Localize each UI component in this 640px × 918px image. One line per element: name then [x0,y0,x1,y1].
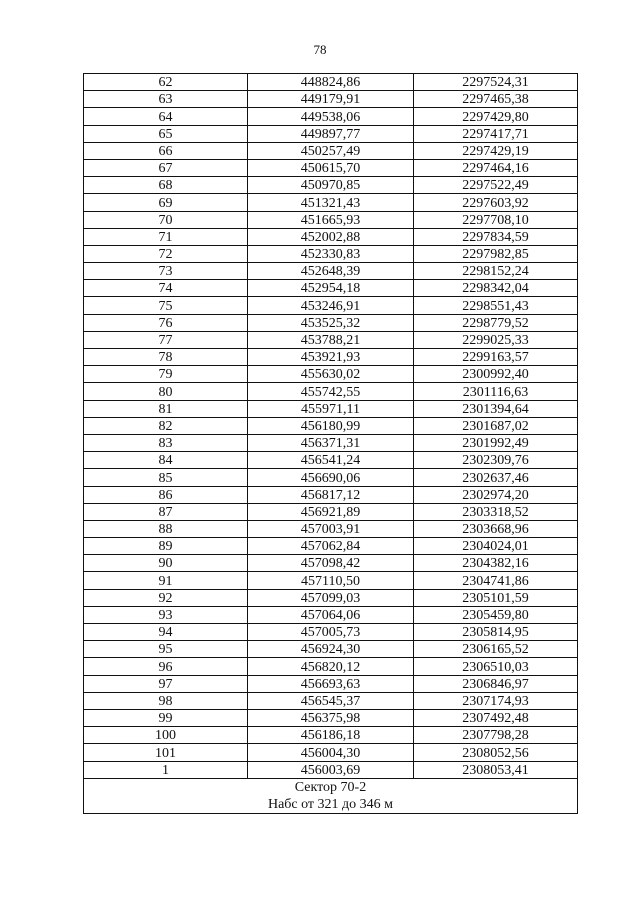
table-row [84,572,578,589]
point-number-cell: 63 [84,91,248,108]
table-row [84,709,578,726]
y-coordinate-cell: 2297524,31 [414,74,578,91]
x-coordinate-cell: 455742,55 [248,383,414,400]
x-coordinate-cell: 456921,89 [248,503,414,520]
table-row [84,228,578,245]
x-coordinate-cell: 455971,11 [248,400,414,417]
point-number-cell: 1 [84,761,248,778]
table-row [84,297,578,314]
y-coordinate-cell: 2299025,33 [414,331,578,348]
y-coordinate-cell: 2303318,52 [414,503,578,520]
x-coordinate-cell: 449538,06 [248,108,414,125]
y-coordinate-cell: 2297417,71 [414,125,578,142]
y-coordinate-cell: 2301394,64 [414,400,578,417]
y-coordinate-cell: 2297429,19 [414,142,578,159]
point-number-cell: 96 [84,658,248,675]
x-coordinate-cell: 457064,06 [248,606,414,623]
y-coordinate-cell: 2307798,28 [414,727,578,744]
x-coordinate-cell: 456003,69 [248,761,414,778]
y-coordinate-cell: 2297522,49 [414,177,578,194]
point-number-cell: 72 [84,245,248,262]
point-number-cell: 76 [84,314,248,331]
x-coordinate-cell: 456924,30 [248,641,414,658]
point-number-cell: 75 [84,297,248,314]
table-row [84,761,578,778]
table-row [84,555,578,572]
y-coordinate-cell: 2297708,10 [414,211,578,228]
table-row [84,727,578,744]
point-number-cell: 67 [84,159,248,176]
height-range-label: Набс от 321 до 346 м [267,796,394,812]
table-row [84,211,578,228]
table-row [84,641,578,658]
point-number-cell: 68 [84,177,248,194]
table-row [84,91,578,108]
table-row [84,452,578,469]
table-row [84,177,578,194]
x-coordinate-cell: 456375,98 [248,709,414,726]
x-coordinate-cell: 450615,70 [248,159,414,176]
table-row [84,194,578,211]
table-row [84,486,578,503]
x-coordinate-cell: 453788,21 [248,331,414,348]
table-row [84,74,578,91]
point-number-cell: 71 [84,228,248,245]
point-number-cell: 82 [84,417,248,434]
y-coordinate-cell: 2298152,24 [414,263,578,280]
point-number-cell: 91 [84,572,248,589]
x-coordinate-cell: 448824,86 [248,74,414,91]
y-coordinate-cell: 2302974,20 [414,486,578,503]
y-coordinate-cell: 2297603,92 [414,194,578,211]
point-number-cell: 62 [84,74,248,91]
x-coordinate-cell: 456186,18 [248,727,414,744]
table-row [84,366,578,383]
point-number-cell: 80 [84,383,248,400]
x-coordinate-cell: 456817,12 [248,486,414,503]
y-coordinate-cell: 2305101,59 [414,589,578,606]
table-row [84,606,578,623]
x-coordinate-cell: 453246,91 [248,297,414,314]
x-coordinate-cell: 450257,49 [248,142,414,159]
point-number-cell: 100 [84,727,248,744]
point-number-cell: 70 [84,211,248,228]
point-number-cell: 74 [84,280,248,297]
point-number-cell: 97 [84,675,248,692]
point-number-cell: 101 [84,744,248,761]
point-number-cell: 86 [84,486,248,503]
y-coordinate-cell: 2297464,16 [414,159,578,176]
point-number-cell: 79 [84,366,248,383]
table-row [84,503,578,520]
point-number-cell: 77 [84,331,248,348]
table-row [84,349,578,366]
coordinates-table [83,73,578,814]
table-row [84,125,578,142]
table-row [84,658,578,675]
y-coordinate-cell: 2308053,41 [414,761,578,778]
y-coordinate-cell: 2301116,63 [414,383,578,400]
table-row [84,263,578,280]
y-coordinate-cell: 2298342,04 [414,280,578,297]
y-coordinate-cell: 2306510,03 [414,658,578,675]
y-coordinate-cell: 2308052,56 [414,744,578,761]
table-row [84,417,578,434]
y-coordinate-cell: 2301687,02 [414,417,578,434]
table-row [84,675,578,692]
x-coordinate-cell: 452648,39 [248,263,414,280]
y-coordinate-cell: 2301992,49 [414,434,578,451]
x-coordinate-cell: 450970,85 [248,177,414,194]
y-coordinate-cell: 2297982,85 [414,245,578,262]
x-coordinate-cell: 456371,31 [248,434,414,451]
x-coordinate-cell: 453525,32 [248,314,414,331]
point-number-cell: 99 [84,709,248,726]
point-number-cell: 78 [84,349,248,366]
table-row [84,142,578,159]
table-row [84,624,578,641]
y-coordinate-cell: 2302309,76 [414,452,578,469]
y-coordinate-cell: 2307492,48 [414,709,578,726]
table-row [84,744,578,761]
point-number-cell: 81 [84,400,248,417]
x-coordinate-cell: 451665,93 [248,211,414,228]
y-coordinate-cell: 2297465,38 [414,91,578,108]
y-coordinate-cell: 2302637,46 [414,469,578,486]
x-coordinate-cell: 449897,77 [248,125,414,142]
point-number-cell: 84 [84,452,248,469]
table-row [84,538,578,555]
x-coordinate-cell: 456820,12 [248,658,414,675]
y-coordinate-cell: 2306165,52 [414,641,578,658]
point-number-cell: 90 [84,555,248,572]
x-coordinate-cell: 452954,18 [248,280,414,297]
point-number-cell: 66 [84,142,248,159]
y-coordinate-cell: 2298551,43 [414,297,578,314]
point-number-cell: 88 [84,520,248,537]
x-coordinate-cell: 456690,06 [248,469,414,486]
table-row [84,589,578,606]
x-coordinate-cell: 457098,42 [248,555,414,572]
table-row [84,383,578,400]
y-coordinate-cell: 2305814,95 [414,624,578,641]
x-coordinate-cell: 457003,91 [248,520,414,537]
table-row [84,469,578,486]
x-coordinate-cell: 456545,37 [248,692,414,709]
table-row [84,434,578,451]
sector-label: Сектор 70-2 [294,779,367,795]
x-coordinate-cell: 456541,24 [248,452,414,469]
y-coordinate-cell: 2304024,01 [414,538,578,555]
point-number-cell: 94 [84,624,248,641]
table-row [84,108,578,125]
x-coordinate-cell: 452330,83 [248,245,414,262]
table-row [84,245,578,262]
y-coordinate-cell: 2307174,93 [414,692,578,709]
y-coordinate-cell: 2305459,80 [414,606,578,623]
point-number-cell: 85 [84,469,248,486]
point-number-cell: 73 [84,263,248,280]
x-coordinate-cell: 456004,30 [248,744,414,761]
table-row [84,280,578,297]
point-number-cell: 64 [84,108,248,125]
point-number-cell: 69 [84,194,248,211]
footer-cell [84,778,578,813]
point-number-cell: 95 [84,641,248,658]
y-coordinate-cell: 2306846,97 [414,675,578,692]
y-coordinate-cell: 2299163,57 [414,349,578,366]
point-number-cell: 83 [84,434,248,451]
x-coordinate-cell: 455630,02 [248,366,414,383]
x-coordinate-cell: 456693,63 [248,675,414,692]
coordinates-table-body [84,74,578,814]
x-coordinate-cell: 451321,43 [248,194,414,211]
x-coordinate-cell: 453921,93 [248,349,414,366]
x-coordinate-cell: 457005,73 [248,624,414,641]
x-coordinate-cell: 449179,91 [248,91,414,108]
footer-row [84,778,578,813]
page-number: 78 [313,42,327,57]
y-coordinate-cell: 2300992,40 [414,366,578,383]
y-coordinate-cell: 2298779,52 [414,314,578,331]
x-coordinate-cell: 457062,84 [248,538,414,555]
point-number-cell: 92 [84,589,248,606]
y-coordinate-cell: 2303668,96 [414,520,578,537]
point-number-cell: 98 [84,692,248,709]
point-number-cell: 87 [84,503,248,520]
y-coordinate-cell: 2297834,59 [414,228,578,245]
x-coordinate-cell: 452002,88 [248,228,414,245]
y-coordinate-cell: 2304741,86 [414,572,578,589]
y-coordinate-cell: 2304382,16 [414,555,578,572]
table-row [84,314,578,331]
x-coordinate-cell: 457110,50 [248,572,414,589]
point-number-cell: 65 [84,125,248,142]
y-coordinate-cell: 2297429,80 [414,108,578,125]
table-row [84,159,578,176]
table-row [84,400,578,417]
table-row [84,520,578,537]
table-row [84,331,578,348]
x-coordinate-cell: 457099,03 [248,589,414,606]
x-coordinate-cell: 456180,99 [248,417,414,434]
point-number-cell: 89 [84,538,248,555]
table-row [84,692,578,709]
point-number-cell: 93 [84,606,248,623]
